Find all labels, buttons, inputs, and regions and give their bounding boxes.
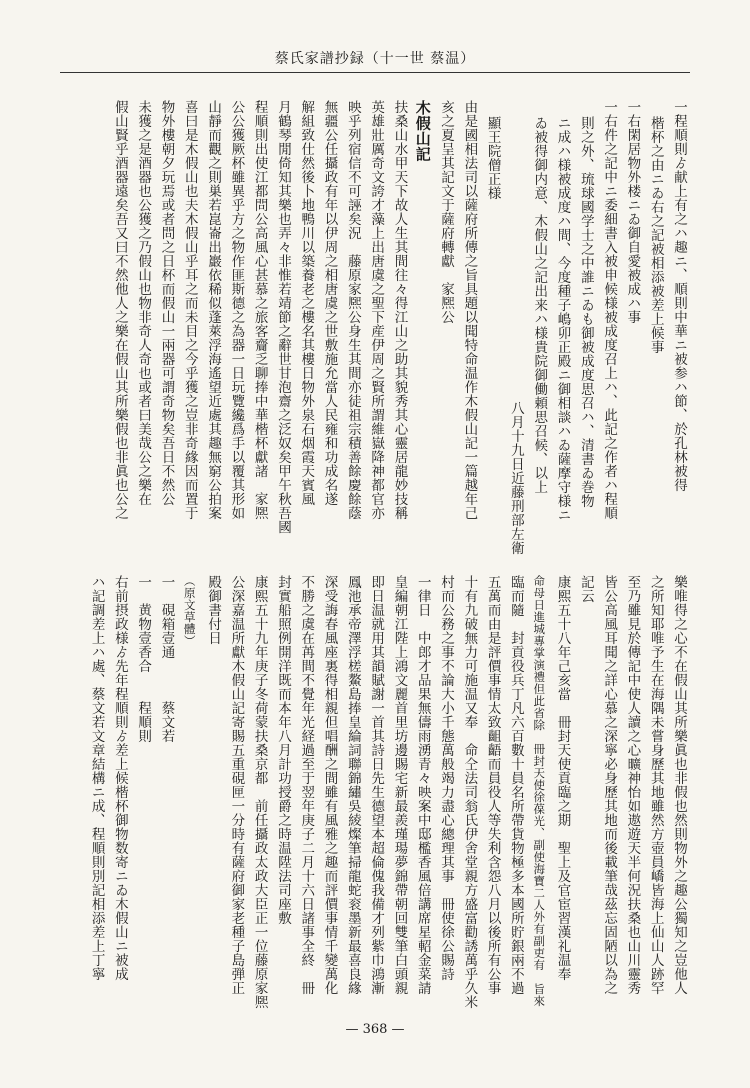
source-note: （原文草體）	[182, 575, 197, 647]
text-column: 命母日進城專掌演禮但此省除 冊封天使徐葆光、副使海寶二人外有副吏有 旨來	[532, 575, 547, 1007]
text-column: 一律日 中郎才品果無儔雨湧青々映案中邸檻香風倍講席星軺金菜請	[414, 575, 431, 995]
text-column: 楷杯之由ニゐ右之記被相添被差上候事	[647, 116, 664, 354]
text-column: 至乃雖見於傳記中使人讀之心曠神怡如遨遊天半何況扶桑也山川靈秀	[624, 575, 641, 995]
text-column: 解組致仕然後卜地鴨川以築養老之樓名其樓日物外泉石烟霞天賓風	[298, 100, 315, 506]
text-column: 映乎列宿信不可誣矣況 藤原家熈公身生其間亦徒祖宗積善餘慶餘蔭	[344, 100, 361, 520]
text-column: 右前摂政様ゟ先年程順則ゟ差上候楷杯御物数寄ニゐ木假山ニ被成	[111, 575, 128, 981]
text-column: 皆公高風耳聞之詳心慕之深寧必身歷其地而後載筆哉茲忘固陋以為之	[601, 575, 618, 995]
text-column: 月鶴琴閒倚知其樂也弄々非惟若靖節之辭世甘泡齋之泛奴矣甲午秋吾國	[274, 100, 291, 534]
text-column: ハ記調差上ハ處、蔡文若文章結構ニ成、程順則別記相添差上丁寧	[88, 575, 105, 981]
signature-text: 八月十九日近藤刑部左衛	[507, 401, 524, 555]
text-column: 殿御書付日	[205, 575, 222, 645]
text-column: 假山賢乎酒器遠矣吾又曰不然他人之樂在假山其所樂假也非眞也公之	[111, 100, 128, 520]
text-column: 英雄壯厲奇文誇才藻上出唐虞之聖下産伊周之賢所謂維嶽降神都官亦	[368, 100, 385, 520]
signature-line	[505, 100, 527, 555]
text-column: 之所知耶唯予生在海隅未嘗身歷其地雖然方壺員嶠皆海上仙山人跡罕	[647, 575, 664, 995]
text-column: 五萬而由是評價事情太致齟齬而員役人等失利含怨八月以後所有公事	[484, 575, 501, 995]
text-block-bottom	[60, 575, 690, 1010]
text-column: 則之外、琉球國学士之中誰ニゐも御被成度思召ハ、清書ゐ巻物	[577, 116, 594, 508]
page-title: 蔡氏家譜抄録（十一世 蔡温）	[274, 51, 476, 67]
item-line: 一 硯箱壹通 蔡文若	[158, 575, 175, 743]
text-column: 山靜而觀之則巣若崑崙出巖依稀似蓬萊浮海遙望近處其趣無窮公拍案	[205, 100, 222, 520]
text-column: 一右件之記中ニ委細書入被申候様被成度召上ハ、此記之作者ハ程順	[601, 100, 618, 520]
text-column: 康熙五十九年庚子冬荷蒙扶桑京都 前任攝政太政大臣正一位藤原家熈	[251, 575, 268, 1009]
section-heading: 木假山記	[413, 100, 432, 162]
text-column: 一右閑居物外楼ニゐ御自愛被成ハ事	[624, 100, 641, 324]
text-column: 村而公務之事不論大小千態萬般竭力盡心總理其事 冊使徐公賜詩	[438, 575, 455, 981]
text-column: 即日温就用其韻賦謝一首其詩日先生德望本超倫傀我備才列紫巾鴻漸	[368, 575, 385, 995]
text-column: 公公獲厥杯雖異乎方之物作匪斯德之為器一日玩覽纔爲手以覆其形如	[228, 100, 245, 520]
text-column: 記云	[577, 575, 594, 603]
text-column: 十有九破無力可施温又奉 命仝法司翁氏伊舍堂親方盛富勸誘萬乎久米	[461, 575, 478, 1009]
text-block-top	[60, 100, 690, 555]
item-line: 一 黄物壹香合 程順則	[135, 575, 152, 743]
text-column: 深受誨春風座裏得相親但唱酬之間雖有風雅之趣而評價事情千變萬化	[321, 575, 338, 995]
text-column: 未獲之是酒器也公獲之乃假山也物非奇人奇也或者曰美哉公之樂在	[135, 100, 152, 506]
text-column: 亥之夏呈其記文于薩府轉獻 家熈公	[438, 100, 455, 324]
page-number: — 368 —	[345, 1022, 405, 1037]
text-column: 喜曰是木假山也夫木假山乎耳之而未目之今乎獲之豈非奇緣因而置于	[181, 100, 198, 520]
text-column: 康熙五十八年己亥當 冊封天使貢臨之期 聖上及官宦習漢礼温奉	[554, 575, 571, 981]
text-column: 扶桑山水甲天下故人生其間往々得江山之助其貌秀其心靈居龍妙技稱	[391, 100, 408, 520]
text-column: ゐ被得御内意、木假山之記出来ハ様貴院御働頼思召候、以上	[531, 116, 548, 494]
text-column: 樂唯得之心不在假山其所樂眞也非假也然則物外之趣公獨知之豈他人	[671, 575, 687, 995]
text-column: 鳳池承帝澤浮槎鰲島捧皇綸詞聯錦繡吳綾燦筆掃龍蛇衮墨新最喜良緣	[344, 575, 361, 995]
text-column: 由是國相法司以薩府所傳之旨具題以聞特命温作木假山記一篇越年己	[461, 100, 478, 520]
header-divider	[60, 72, 690, 73]
text-column: 臨而隨 封貢役兵丁凡六百數十員名所帶貨物極多本國所貯銀兩不過	[507, 575, 524, 995]
text-column: 公深嘉温所獻木假山記寄賜五重硯匣一分時有薩府御家老種子島弾正	[228, 575, 245, 995]
text-column: 皇編朝江陛上鴻文麗首里坊邊賜宅新最羨瑾瑒夢錦帶朝回雙筆白頭親	[391, 575, 408, 995]
text-column: ニ成ハ様被成度ハ間、今度種子嶋卯正殿ニ御相談ハゐ薩摩守様ニ	[554, 116, 571, 522]
text-column: 封實船照例開洋既而本年八月計功授爵之時温陞法司座敷	[274, 575, 291, 925]
text-column: 無疆公任攝政有年以伊周之相唐虞之世敷施允當人民雍和功成名遂	[321, 100, 338, 506]
text-column: 不勝之虞在苒間不覺年光経過至于翌年庚子二月十六日諸事全終 冊	[298, 575, 315, 995]
addressee-line: 顯王院僧正様	[484, 116, 501, 200]
text-column: 程順則出使江都問公高風心甚慕之旅客齎乏聊捧中華楷杯獻諸 家熈	[251, 100, 268, 520]
text-column: 一程順則ゟ献上有之ハ趣ニ、順則中華ニ被参ハ節、於孔林被得	[671, 100, 687, 492]
text-column: 物外樓朝夕玩焉或者問之日杯而假山一兩器可謂奇物矣吾日不然公	[158, 100, 175, 506]
